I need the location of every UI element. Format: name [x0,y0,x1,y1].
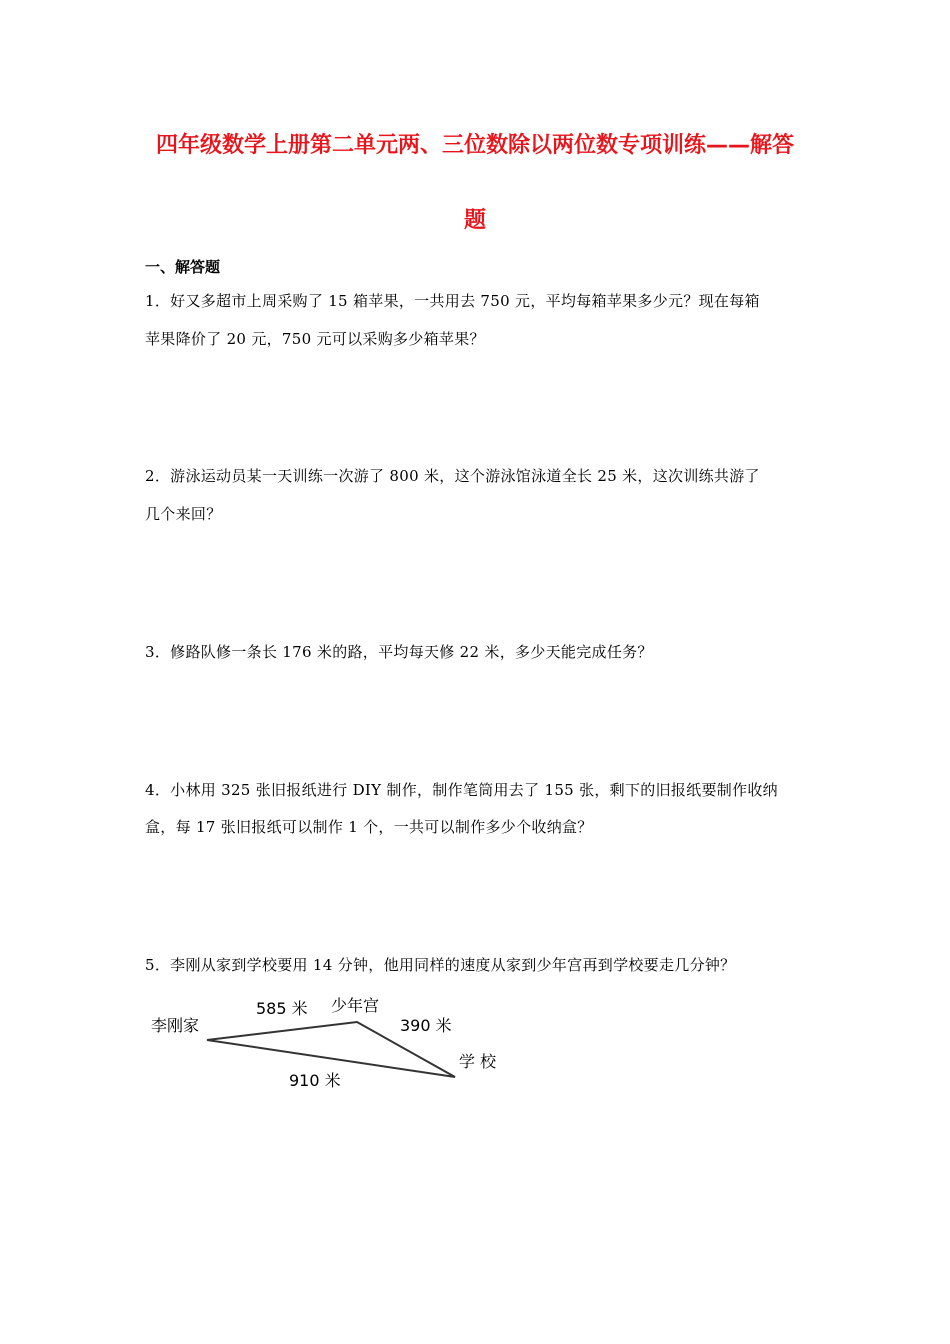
label-school: 学 校 [459,1052,497,1071]
label-home: 李刚家 [151,1016,200,1035]
question-5-line-1: 5．李刚从家到学校要用 14 分钟，他用同样的速度从家到少年宫再到学校要走几分钟？ [145,956,736,974]
question-1-line-1: 1．好又多超市上周采购了 15 箱苹果，一共用去 750 元，平均每箱苹果多少元？现在每箱 [145,292,760,310]
label-home-palace-distance: 585 米 [256,999,308,1018]
question-4-line-1: 4．小林用 325 张旧报纸进行 DIY 制作，制作笔筒用去了 155 张，剩下的旧报纸要制作收纳 [145,781,778,799]
question-3-line-1: 3．修路队修一条长 176 米的路，平均每天修 22 米，多少天能完成任务？ [145,643,653,661]
document-title-line1: 四年级数学上册第二单元两、三位数除以两位数专项训练——解答 [155,133,794,158]
document-title-line2: 题 [463,208,486,233]
section-heading: 一、解答题 [145,258,221,276]
question-1-line-2: 苹果降价了 20 元，750 元可以采购多少箱苹果？ [145,330,485,348]
label-youth-palace: 少年宫 [331,996,380,1015]
question-2-line-2: 几个来回？ [145,505,222,523]
question-2-line-1: 2．游泳运动员某一天训练一次游了 800 米，这个游泳馆泳道全长 25 米，这次训练共游了 [145,467,760,485]
question-4-line-2: 盒，每 17 张旧报纸可以制作 1 个，一共可以制作多少个收纳盒？ [145,818,593,836]
label-home-school-distance: 910 米 [289,1071,341,1090]
label-palace-school-distance: 390 米 [400,1016,452,1035]
